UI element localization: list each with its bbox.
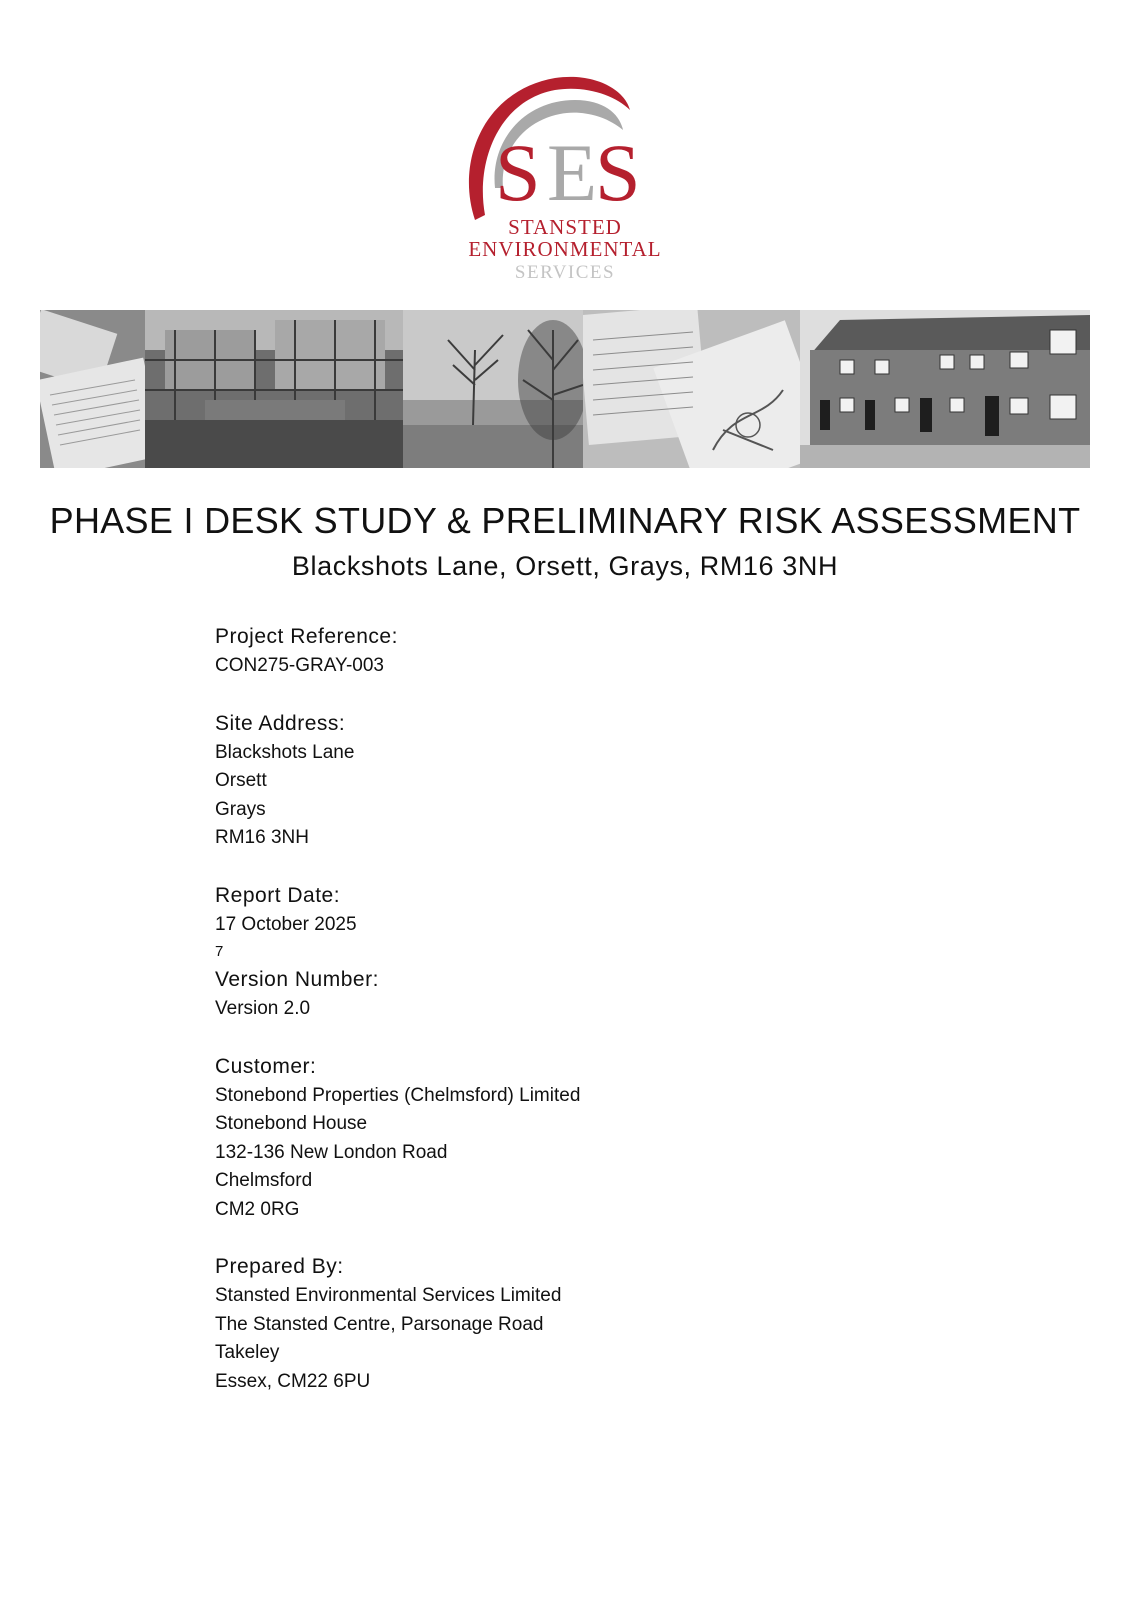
photo-site-plans <box>583 310 800 468</box>
photo-riverside-trees <box>403 310 583 468</box>
site-address-section <box>215 709 1015 853</box>
photo-banner <box>40 310 1090 468</box>
photo-terraced-houses <box>800 310 1090 468</box>
version-value: Version 2.0 <box>215 998 311 1019</box>
logo-line-stansted: STANSTED <box>508 215 622 239</box>
logo-line-services: SERVICES <box>514 262 616 283</box>
project-reference-label: Project Reference: <box>215 625 398 648</box>
site-address-line: RM16 3NH <box>215 827 309 848</box>
logo-letter-s2: S <box>595 127 641 218</box>
prepared-by-label: Prepared By: <box>215 1255 344 1278</box>
project-reference-section <box>215 622 1015 681</box>
prepared-by-line: Stansted Environmental Services Limited <box>215 1285 562 1306</box>
prepared-by-line: Takeley <box>215 1342 280 1363</box>
stray-character: 7 <box>215 943 224 960</box>
report-details <box>215 622 1015 1396</box>
version-label: Version Number: <box>215 968 379 991</box>
document-title: PHASE I DESK STUDY & PRELIMINARY RISK ASSESSMENT <box>49 500 1081 541</box>
site-address-label: Site Address: <box>215 711 346 735</box>
version-section <box>215 965 1015 1024</box>
document-subtitle: Blackshots Lane, Orsett, Grays, RM16 3NH <box>291 551 839 581</box>
report-date-section <box>215 881 1015 966</box>
company-logo <box>455 70 675 290</box>
customer-line: 132-136 New London Road <box>215 1141 448 1163</box>
logo-letter-e: E <box>547 127 598 218</box>
customer-line: Stonebond House <box>215 1113 368 1134</box>
prepared-by-section <box>215 1252 1015 1396</box>
customer-line: CM2 0RG <box>215 1198 300 1220</box>
customer-line: Stonebond Properties (Chelmsford) Limited <box>215 1084 581 1106</box>
report-date-value: 17 October 2025 <box>215 913 357 935</box>
project-reference-value: CON275-GRAY-003 <box>215 655 384 676</box>
site-address-line: Grays <box>215 798 266 820</box>
prepared-by-line: The Stansted Centre, Parsonage Road <box>215 1313 544 1335</box>
photo-construction-site <box>145 310 403 468</box>
site-address-line: Orsett <box>215 770 267 791</box>
logo-letter-s1: S <box>495 127 541 218</box>
prepared-by-line: Essex, CM22 6PU <box>215 1370 371 1392</box>
photo-document-papers <box>40 310 145 468</box>
report-date-label: Report Date: <box>215 883 341 907</box>
customer-label: Customer: <box>215 1054 317 1078</box>
customer-section <box>215 1052 1015 1225</box>
customer-line: Chelmsford <box>215 1170 313 1191</box>
logo-line-environmental: ENVIRONMENTAL <box>468 237 662 261</box>
site-address-line: Blackshots Lane <box>215 741 355 763</box>
